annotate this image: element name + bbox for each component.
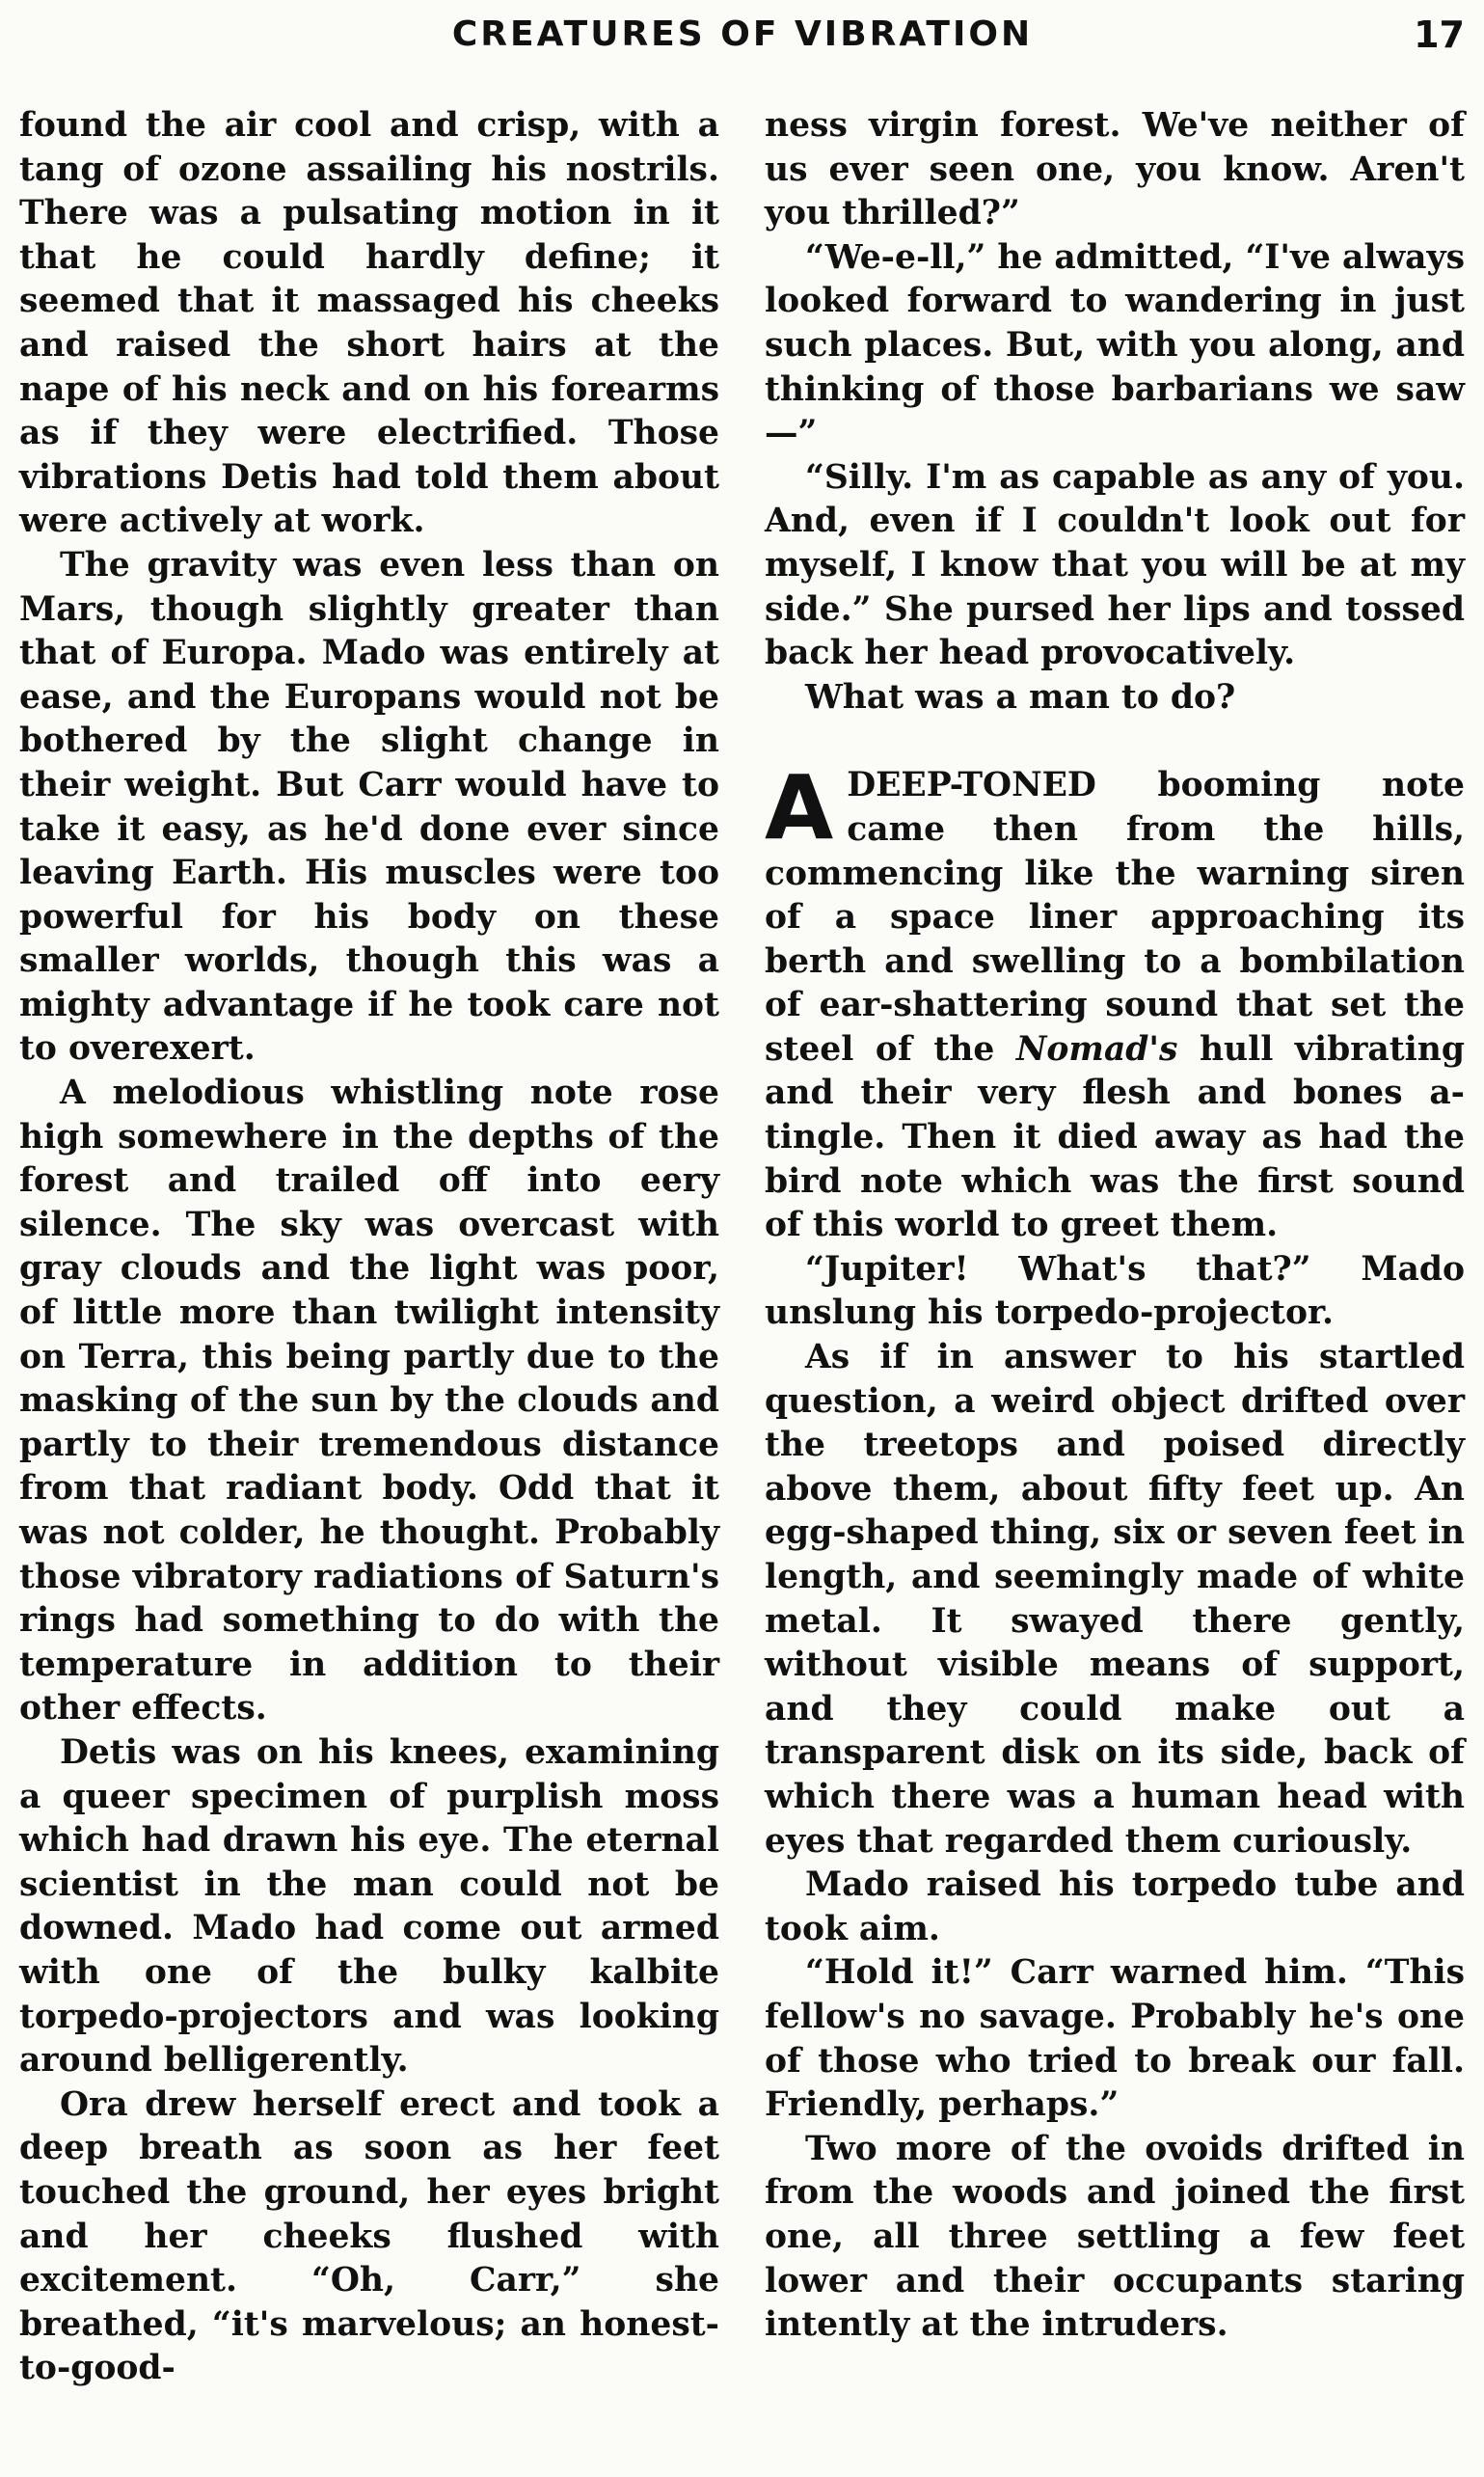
paragraph-text: hull vibrating and their very flesh and bones a-tingle. Then it died away as had the bird note which was the first sound of this world to greet them. <box>765 1029 1465 1245</box>
right-column <box>765 104 1465 2348</box>
paragraph: “Hold it!” Carr warned him. “This fellow's no savage. Probably he's one of those who tried to break our fall. Friendly, perhaps.” <box>765 1953 1465 2125</box>
page-header <box>0 6 1484 64</box>
paragraph-text: booming note came then from the hills, commencing like the warning siren of a space liner approaching its berth and swelling to a bombilation of ear-shattering sound that set the steel of the <box>765 766 1465 1069</box>
page-number: 17 <box>1414 14 1465 56</box>
left-column <box>19 104 719 2391</box>
paragraph: Two more of the ovoids drifted in from the woods and joined the first one, all three settling a few feet lower and their occupants staring intently at the intruders. <box>765 2129 1465 2345</box>
paragraph: Ora drew herself erect and took a deep breath as soon as her feet touched the ground, her eyes bright and her cheeks flushed with excitement. “Oh, Carr,” she breathed, “it's marvelous; an honest-to-good- <box>19 2084 719 2388</box>
paragraph: Detis was on his knees, examining a queer specimen of purplish moss which had drawn his eye. The eternal scientist in the man could not be downed. Mado had come out armed with one of the bulky kalbite torpedo-projectors and was looking around belligerently. <box>19 1732 719 2081</box>
small-caps-lead: DEEP-TONED <box>847 766 1096 805</box>
paragraph: Mado raised his torpedo tube and took aim. <box>765 1865 1465 1948</box>
ship-name: Nomad's <box>1015 1029 1178 1069</box>
paragraph: The gravity was even less than on Mars, though slightly greater than that of Europa. Mado was entirely at ease, and the Europans would not be bothered by the slight change in their weight. But Carr would have to take it easy, as he'd done ever since leaving Earth. His muscles were too powerful for his body on these smaller worlds, though this was a mighty advantage if he took care not to overexert. <box>19 545 719 1069</box>
paragraph: “Silly. I'm as capable as any of you. And, even if I couldn't look out for myself, I know that you will be at my side.” She pursed her lips and tossed back her head provocatively. <box>765 457 1465 673</box>
paragraph: “We-e-ll,” he admitted, “I've always looked forward to wandering in just such places. But, with you along, and thinking of those barbarians we saw—” <box>765 237 1465 453</box>
paragraph: A melodious whistling note rose high somewhere in the depths of the forest and trailed off into eery silence. The sky was overcast with gray clouds and the light was poor, of little more than twilight intensity on Terra, this being partly due to the masking of the sun by the clouds and partly to their tremendous distance from that radiant body. Odd that it was not colder, he thought. Probably those vibratory radiations of Saturn's rings had something to do with the temperature in addition to their other effects. <box>19 1074 719 1728</box>
paragraph: What was a man to do? <box>805 677 1236 717</box>
paragraph: “Jupiter! What's that?” Mado unslung his torpedo-projector. <box>765 1249 1465 1333</box>
running-title: CREATURES OF VIBRATION <box>451 14 1034 54</box>
section-opening-paragraph <box>765 756 1465 1248</box>
paragraph: As if in answer to his startled question, a weird object drifted over the treetops and poised directly above them, about fifty feet up. An egg-shaped thing, six or seven feet in length, and seemingly made of white metal. It swayed there gently, without visible means of support, and they could make out a transparent disk on its side, back of which there was a human head with eyes that regarded them curiously. <box>765 1338 1465 1861</box>
drop-cap: A <box>765 756 834 860</box>
paragraph: ness virgin forest. We've neither of us ever seen one, you know. Aren't you thrilled?” <box>765 106 1465 233</box>
paragraph: found the air cool and crisp, with a tang of ozone assailing his nostrils. There was a pulsating motion in it that he could hardly define; it seemed that it massaged his cheeks and raised the short hairs at the nape of his neck and on his forearms as if they were electrified. Those vibrations Detis had told them about were actively at work. <box>19 106 719 541</box>
